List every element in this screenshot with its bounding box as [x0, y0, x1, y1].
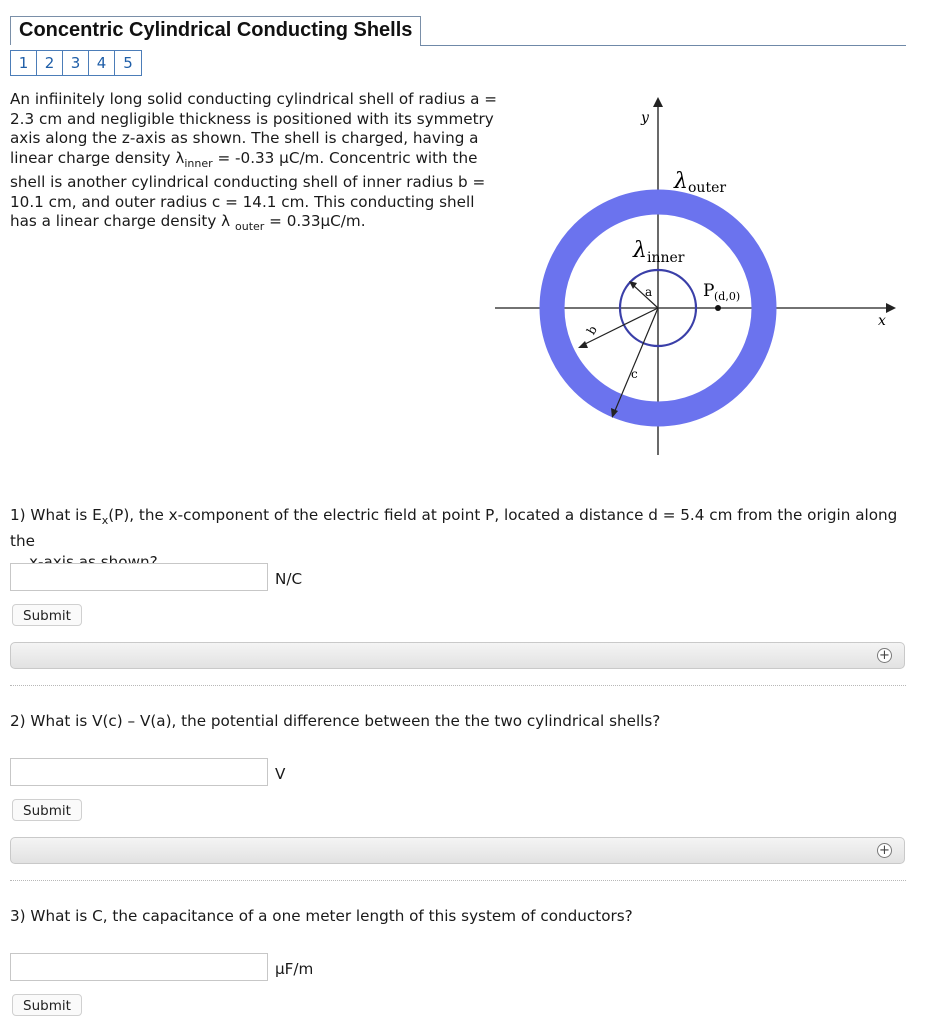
- answer-input-1[interactable]: [10, 563, 268, 591]
- question-2: [10, 711, 660, 732]
- submit-button-2[interactable]: Submit: [12, 799, 82, 821]
- question-2-text: What is V(c) – V(a), the potential difference between the the two cylindrical shells?: [30, 712, 661, 730]
- point-p-label: P: [703, 281, 715, 301]
- question-3-text: What is C, the capacitance of a one meter length of this system of conductors?: [30, 907, 633, 925]
- x-axis-label: x: [878, 313, 886, 329]
- unit-2: V: [275, 765, 286, 783]
- tab-2[interactable]: 2: [37, 51, 63, 75]
- lambda-outer-symbol: λ: [674, 169, 688, 194]
- radius-c-arrow: [614, 308, 658, 413]
- unit-3: μF/m: [275, 960, 314, 978]
- question-1-text-a: What is E: [30, 506, 102, 524]
- intro-sub-inner: inner: [184, 156, 213, 170]
- page-title: Concentric Cylindrical Conducting Shells: [19, 19, 413, 41]
- unit-1: N/C: [275, 570, 303, 588]
- question-1-sub: x: [101, 514, 109, 528]
- problem-statement: [10, 90, 500, 237]
- question-2-number: 2): [10, 712, 26, 730]
- tab-4[interactable]: 4: [89, 51, 115, 75]
- divider-1: [10, 685, 906, 686]
- tab-5[interactable]: 5: [123, 54, 133, 72]
- feedback-bar-1[interactable]: [10, 642, 905, 669]
- point-p-dot: [715, 305, 721, 311]
- tab-3[interactable]: 3: [63, 51, 89, 75]
- radius-c-label: c: [631, 367, 638, 381]
- part-tabs: [10, 50, 142, 76]
- question-1-number: 1): [10, 506, 26, 524]
- submit-button-3[interactable]: Submit: [12, 994, 82, 1016]
- lambda-inner-sub: inner: [647, 250, 685, 266]
- expand-plus-icon[interactable]: +: [877, 843, 892, 858]
- y-axis-arrowhead: [653, 97, 663, 107]
- divider-2: [10, 880, 906, 881]
- page-title-box: [10, 16, 421, 45]
- expand-plus-icon[interactable]: +: [877, 648, 892, 663]
- lambda-outer-sub: outer: [688, 180, 727, 196]
- shell-diagram: [490, 90, 900, 460]
- intro-part2: = -0.33 μC/m. Concentric with the shell is another cylindrical conducting shell of inner radius b = 10.1 cm, and outer radius c = 14.1 cm. This conducting shell has a linear charge density λ: [10, 148, 486, 231]
- submit-button-1[interactable]: Submit: [12, 604, 82, 626]
- x-axis-arrowhead: [886, 303, 896, 313]
- title-underline: [420, 45, 906, 46]
- point-p-coords: (d,0): [714, 290, 741, 303]
- answer-input-2[interactable]: [10, 758, 268, 786]
- radius-b-label: b: [583, 323, 600, 337]
- question-3-number: 3): [10, 907, 26, 925]
- intro-part1: An infiinitely long solid conducting cylindrical shell of radius a = 2.3 cm and negligible thickness is positioned with its symmetry axis along the z-axis as shown. The shell is charged, having a linear charge density λ: [10, 90, 497, 167]
- radius-a-label: a: [645, 285, 653, 299]
- radius-b-arrowhead: [578, 341, 588, 348]
- tab-1[interactable]: 1: [11, 51, 37, 75]
- answer-input-3[interactable]: [10, 953, 268, 981]
- question-1-text-b: (P), the x-component of the electric field at point P, located a distance d = 5.4 cm from the origin along the: [10, 506, 898, 551]
- feedback-bar-2[interactable]: [10, 837, 905, 864]
- intro-sub-outer: outer: [235, 220, 265, 234]
- lambda-inner-symbol: λ: [633, 238, 647, 263]
- y-axis-label: y: [641, 110, 649, 126]
- intro-part3: = 0.33μC/m.: [264, 212, 366, 231]
- question-3: [10, 906, 633, 927]
